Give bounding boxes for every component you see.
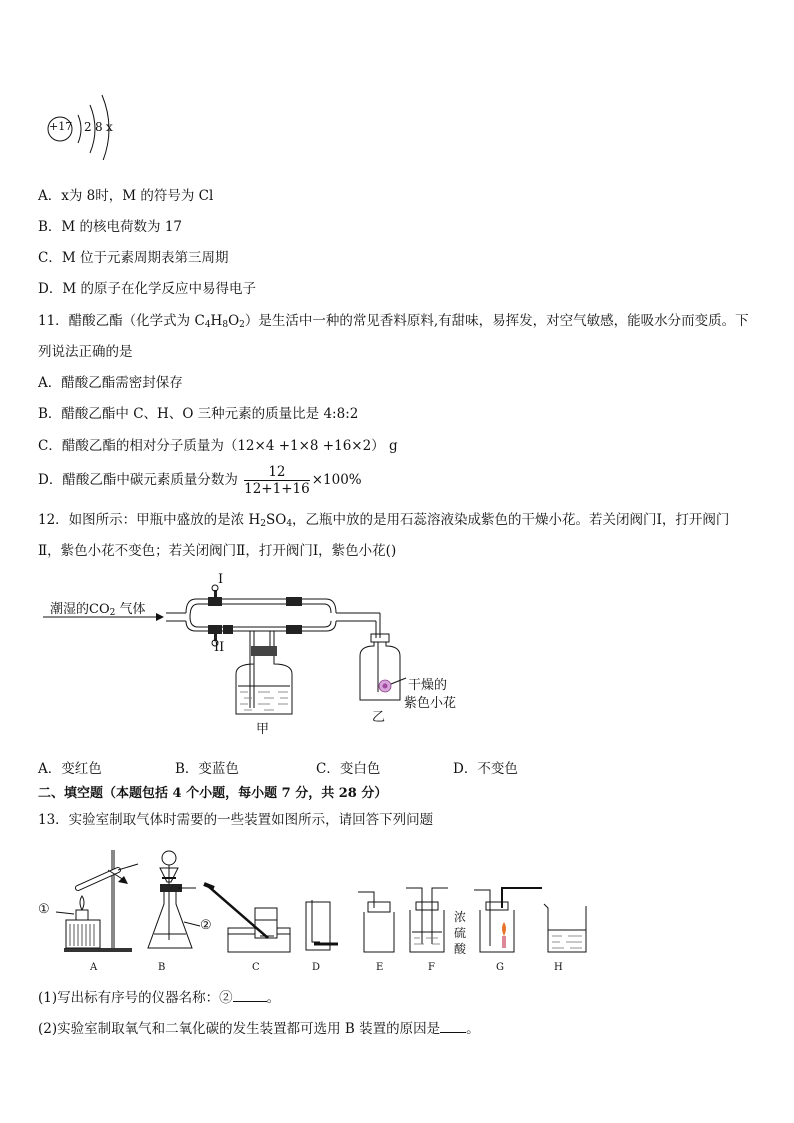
conc-acid-1: 浓 [454, 910, 467, 924]
q13-stem: 13．实验室制取气体时需要的一些装置如图所示，请回答下列问题 [38, 812, 434, 828]
label-a: A [90, 962, 98, 973]
marker-1: ① [38, 902, 50, 917]
label-e: E [376, 962, 384, 973]
q12-stem: 12．如图所示：甲瓶中盛放的是浓 $H_2SO_4$，乙瓶中放的是用石蕊溶液染成紫色的干燥小花。若关闭阀门Ⅰ，打开阀门 [38, 512, 730, 529]
bottle-yi-label: 乙 [372, 710, 386, 725]
q12-stem-line2: Ⅱ，紫色小花不变色；若关闭阀门Ⅱ，打开阀门Ⅰ，紫色小花() [38, 543, 397, 559]
conc-acid-2: 硫 [454, 926, 467, 940]
q12-option-c: C．变白色 [316, 761, 381, 777]
q10-option-d: D．M 的原子在化学反应中易得电子 [38, 281, 256, 297]
q11-stem: 11．醋酸乙酯（化学式为 $C_4H_8O_2$）是生活中一种的常见香料原料,有甜味，易挥发，对空气敏感，能吸水分而变质。下 [38, 313, 749, 330]
atom-structure-diagram [40, 80, 120, 160]
q10-option-a: A．x为 8时，M 的符号为 Cl [38, 188, 214, 204]
q11-option-b: B．醋酸乙酯中 C、H、O 三种元素的质量比是 4:8:2 [38, 406, 359, 422]
marker-2: ② [200, 918, 212, 933]
bottle-jia-label: 甲 [256, 722, 270, 737]
q13-part-2: (2)实验室制取氧气和二氧化碳的发生装置都可选用 B 装置的原因是 。 [38, 1021, 480, 1037]
nucleus-charge: +17 [49, 120, 73, 133]
gas-apparatus-graphic [38, 568, 488, 738]
label-d: D [312, 962, 321, 973]
answer-blank-1[interactable] [233, 989, 267, 1002]
q11-option-a: A．醋酸乙酯需密封保存 [38, 375, 183, 391]
q11-option-d: D．醋酸乙酯中碳元素质量分数为 $\frac{12}{12+1+16}$ ×100% [38, 464, 362, 497]
label-b: B [158, 962, 166, 973]
label-f: F [428, 962, 435, 973]
flower-label-2: 紫色小花 [404, 696, 457, 711]
flower-label-1: 干燥的 [408, 678, 448, 693]
answer-blank-2[interactable] [440, 1020, 466, 1033]
q10-option-b: B．M 的核电荷数为 17 [38, 219, 183, 235]
label-h: H [554, 962, 563, 973]
label-g: G [496, 962, 504, 973]
q13-apparatus-diagram [38, 840, 598, 980]
gas-inlet-label: 潮湿的$CO_2$ 气体 [50, 602, 146, 618]
label-c: C [252, 962, 260, 973]
q10-option-c: C．M 位于元素周期表第三周期 [38, 250, 229, 266]
q13-part-1: (1)写出标有序号的仪器名称：② 。 [38, 990, 281, 1006]
q12-option-b: B．变蓝色 [175, 761, 239, 777]
mass-fraction: $\frac{12}{12+1+16}$ [244, 464, 310, 497]
q11-option-c: C．醋酸乙酯的相对分子质量为（12×4 +1×8 +16×2） g [38, 438, 398, 454]
shell-1-electrons: 2 [84, 120, 92, 134]
conc-acid-3: 酸 [454, 942, 467, 956]
shell-3-electrons: x [106, 120, 113, 134]
valve-1-label: I [218, 572, 224, 587]
q12-option-a: A．变红色 [38, 761, 102, 777]
section-2-title: 二、填空题（本题包括 4 个小题，每小题 7 分，共 28 分） [38, 786, 388, 801]
shell-2-electrons: 8 [95, 120, 103, 134]
q12-option-d: D．不变色 [453, 761, 518, 777]
q11-stem-line2: 列说法正确的是 [38, 344, 133, 360]
valve-2-label: II [214, 640, 225, 655]
q12-apparatus-diagram [38, 568, 488, 738]
lab-apparatus-graphic [38, 840, 598, 980]
